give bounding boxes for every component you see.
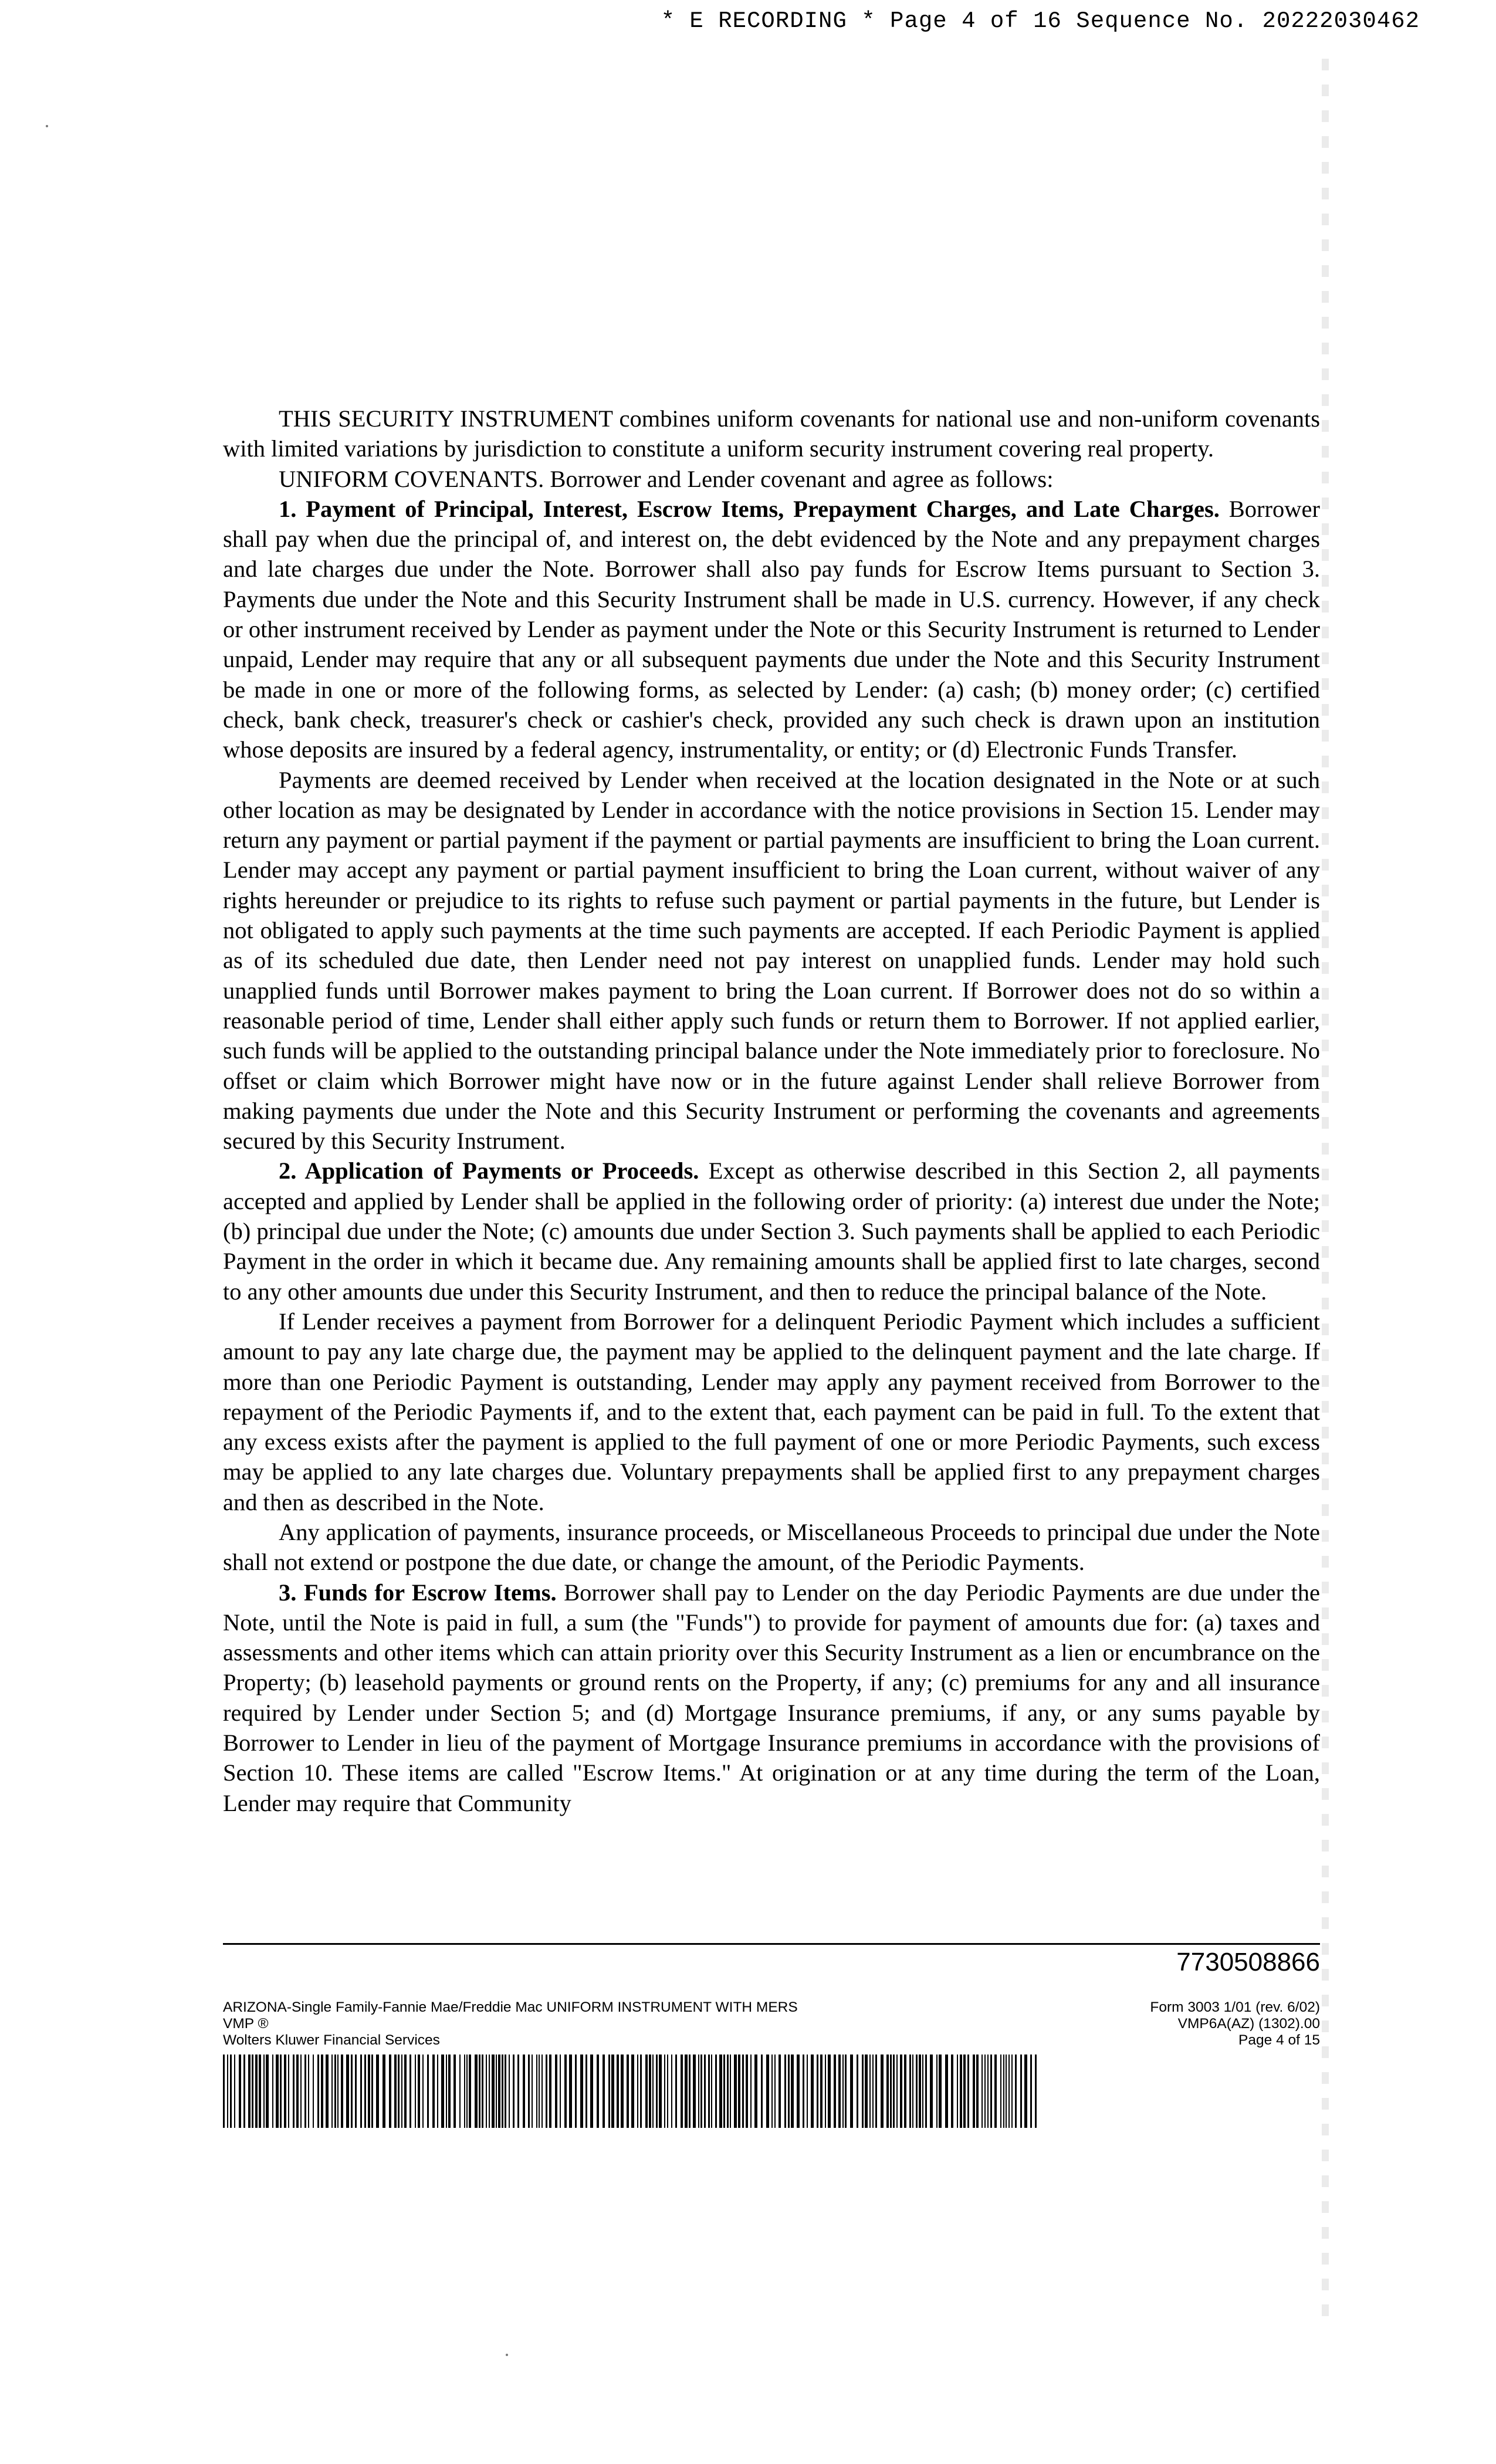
section-3-heading: 3. Funds for Escrow Items. xyxy=(279,1579,557,1606)
section-2-paragraph-3: Any application of payments, insurance proceeds, or Miscellaneous Proceeds to principal due under the Note shall not extend or postpone the due date, or change the amount, of the Periodic Payments. xyxy=(223,1518,1320,1576)
footer-divider xyxy=(223,1943,1320,1945)
uniform-covenants-paragraph: UNIFORM COVENANTS. Borrower and Lender covenant and agree as follows: xyxy=(279,465,1054,492)
intro-paragraph: THIS SECURITY INSTRUMENT combines uniform covenants for national use and non-uniform covenants with limited variations by jurisdiction to constitute a uniform security instrument covering real property. xyxy=(223,405,1320,462)
form-number: Form 3003 1/01 (rev. 6/02) xyxy=(1150,1999,1320,2015)
loan-number: 7730508866 xyxy=(1176,1948,1320,1976)
section-1-heading: 1. Payment of Principal, Interest, Escrow Items, Prepayment Charges, and Late Charges. xyxy=(279,495,1220,522)
section-3-text: Borrower shall pay to Lender on the day Periodic Payments are due under the Note, until the Note is paid in full, a sum (the "Funds") to provide for payment of amounts due for: (a) taxes and assessments and other items which can attain priority over this Security Instrument as a lien or encumbrance on the Property; (b) leasehold payments or ground rents on the Property, if any; (c) premiums for any and all insurance required by Lender under Section 5; and (d) Mortgage Insurance premiums, if any, or any sums payable by Borrower to Lender in lieu of the payment of Mortgage Insurance premiums in accordance with the provisions of Section 10. These items are called "Escrow Items." At origination or at any time during the term of the Loan, Lender may require that Community xyxy=(223,1579,1320,1816)
recording-header: * E RECORDING * Page 4 of 16 Sequence No. 20222030462 xyxy=(661,8,1420,34)
publisher-name: Wolters Kluwer Financial Services xyxy=(223,2032,440,2048)
section-2-heading: 2. Application of Payments or Proceeds. xyxy=(279,1157,699,1184)
section-2-paragraph xyxy=(223,1156,1320,1306)
section-3-paragraph xyxy=(223,1578,1320,1818)
page-label: Page 4 of 15 xyxy=(1238,2032,1320,2048)
form-code: VMP6A(AZ) (1302).00 xyxy=(1177,2016,1320,2032)
scan-speck xyxy=(506,2354,508,2356)
section-1-paragraph xyxy=(223,494,1320,765)
vmp-mark: VMP ® xyxy=(223,2016,269,2032)
scan-speck xyxy=(46,125,48,127)
footer-right-block xyxy=(1150,1999,1320,2049)
form-title: ARIZONA-Single Family-Fannie Mae/Freddie Mac UNIFORM INSTRUMENT WITH MERS xyxy=(223,1999,798,2015)
footer-left-block xyxy=(223,1999,798,2049)
document-body xyxy=(223,404,1320,1818)
section-1-text: Borrower shall pay when due the principal of, and interest on, the debt evidenced by the Note and any prepayment charges and late charges due under the Note. Borrower shall also pay funds for Escrow Items pursuant to Section 3. Payments due under the Note and this Security Instrument shall be made in U.S. currency. However, if any check or other instrument received by Lender as payment under the Note or this Security Instrument is returned to Lender unpaid, Lender may require that any or all subsequent payments due under the Note and this Security Instrument be made in one or more of the following forms, as selected by Lender: (a) cash; (b) money order; (c) certified check, bank check, treasurer's check or cashier's check, provided any such check is drawn upon an institution whose deposits are insured by a federal agency, instrumentality, or entity; or (d) Electronic Funds Transfer. xyxy=(223,495,1320,763)
section-1-paragraph-2: Payments are deemed received by Lender when received at the location designated in the Note or at such other location as may be designated by Lender in accordance with the notice provisions in Section 15. Lender may return any payment or partial payment if the payment or partial payments are insufficient to bring the Loan current. Lender may accept any payment or partial payment insufficient to bring the Loan current, without waiver of any rights hereunder or prejudice to its rights to refuse such payment or partial payments in the future, but Lender is not obligated to apply such payments at the time such payments are accepted. If each Periodic Payment is applied as of its scheduled due date, then Lender need not pay interest on unapplied funds. Lender may hold such unapplied funds until Borrower makes payment to bring the Loan current. If Borrower does not do so within a reasonable period of time, Lender shall either apply such funds or return them to Borrower. If not applied earlier, such funds will be applied to the outstanding principal balance under the Note immediately prior to foreclosure. No offset or claim which Borrower might have now or in the future against Lender shall relieve Borrower from making payments due under the Note and this Security Instrument or performing the covenants and agreements secured by this Security Instrument. xyxy=(223,766,1320,1155)
section-2-paragraph-2: If Lender receives a payment from Borrower for a delinquent Periodic Payment which includes a sufficient amount to pay any late charge due, the payment may be applied to the delinquent payment and the late charge. If more than one Periodic Payment is outstanding, Lender may apply any payment received from Borrower to the repayment of the Periodic Payments if, and to the extent that, each payment can be paid in full. To the extent that any excess exists after the payment is applied to the full payment of one or more Periodic Payments, such excess may be applied to any late charges due. Voluntary prepayments shall be applied first to any prepayment charges and then as described in the Note. xyxy=(223,1308,1320,1515)
section-2-text: Except as otherwise described in this Section 2, all payments accepted and applied by Lender shall be applied in the following order of priority: (a) interest due under the Note; (b) principal due under the Note; (c) amounts due under Section 3. Such payments shall be applied to each Periodic Payment in the order in which it became due. Any remaining amounts shall be applied first to late charges, second to any other amounts due under this Security Instrument, and then to reduce the principal balance of the Note. xyxy=(223,1157,1320,1305)
scan-edge-artifact xyxy=(1322,59,1329,2317)
barcode xyxy=(223,2055,1038,2128)
